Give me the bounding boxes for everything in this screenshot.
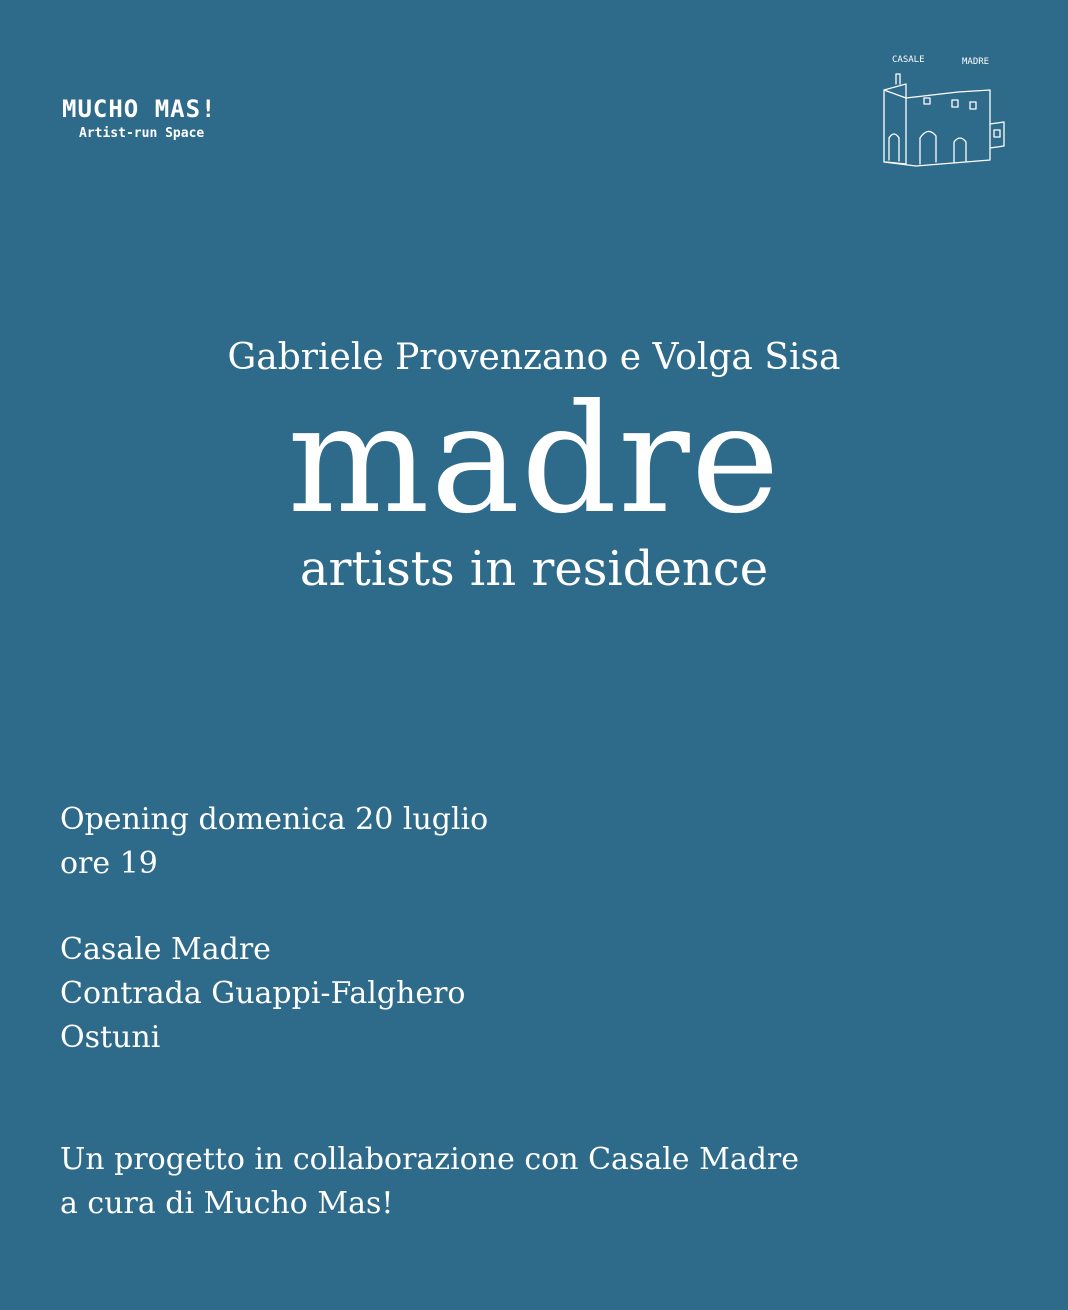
exhibition-title: madre bbox=[287, 373, 781, 547]
logo-word-casale: CASALE bbox=[892, 55, 925, 65]
logo-word-madre: MADRE bbox=[962, 57, 990, 67]
venue-name: Casale Madre bbox=[60, 932, 271, 967]
credits-curator: a cura di Mucho Mas! bbox=[60, 1186, 394, 1221]
opening-time: ore 19 bbox=[60, 846, 158, 881]
credits-info bbox=[60, 1138, 799, 1226]
brand-logo bbox=[62, 94, 217, 144]
exhibition-subtitle: artists in residence bbox=[299, 541, 769, 597]
opening-date: Opening domenica 20 luglio bbox=[60, 802, 489, 837]
venue-address: Contrada Guappi-Falghero bbox=[60, 976, 466, 1011]
brand-subtitle: Artist-run Space bbox=[79, 126, 205, 141]
venue-info bbox=[60, 928, 466, 1060]
farmhouse-drawing-icon bbox=[876, 50, 1016, 174]
venue-city: Ostuni bbox=[60, 1020, 161, 1055]
artists-names: Gabriele Provenzano e Volga Sisa bbox=[227, 337, 841, 378]
casale-madre-logo bbox=[876, 50, 1016, 174]
credits-collaboration: Un progetto in collaborazione con Casale Madre bbox=[60, 1142, 799, 1177]
opening-info bbox=[60, 798, 488, 886]
brand-name: MUCHO MAS! bbox=[62, 95, 217, 123]
